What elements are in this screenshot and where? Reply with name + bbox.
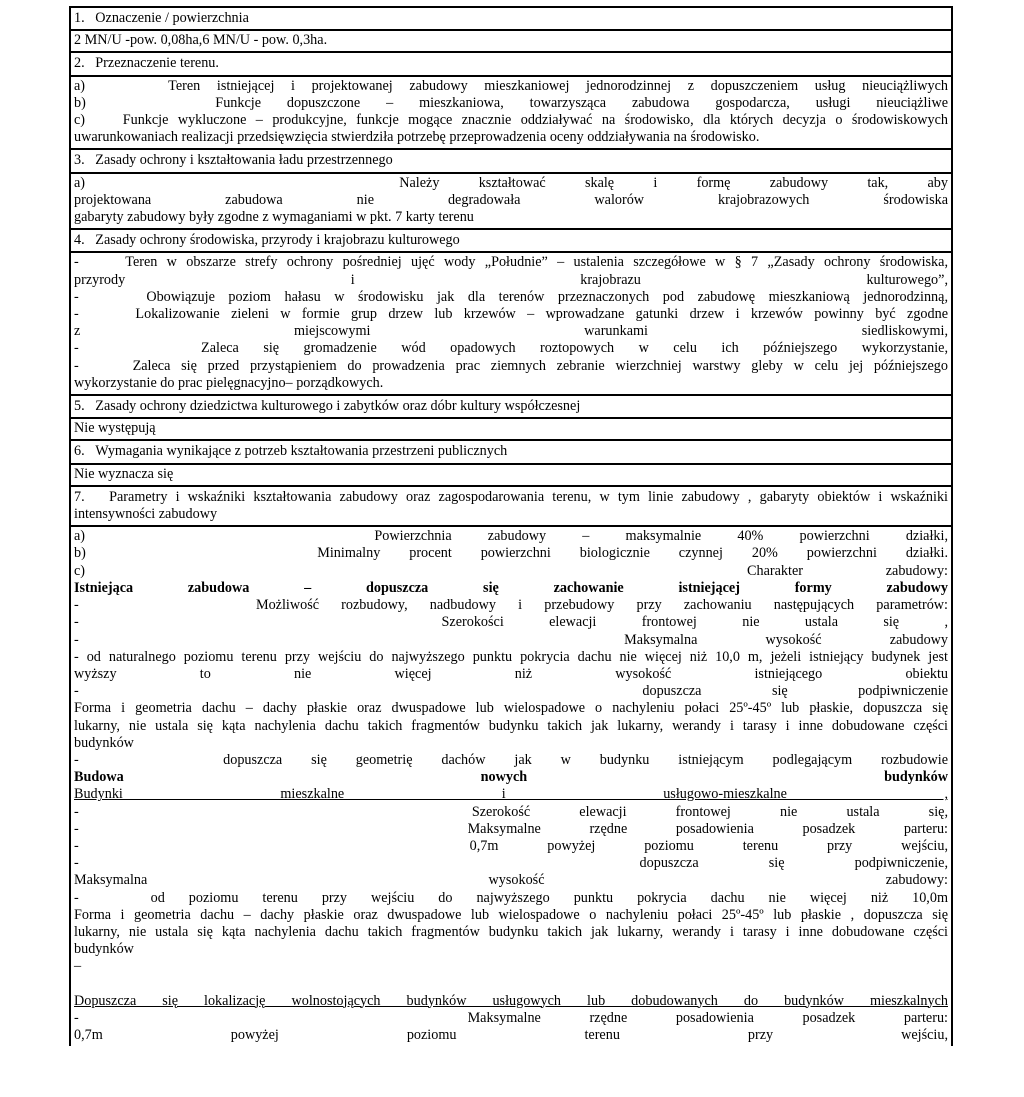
section-7-line: – [74,958,82,975]
section-4-line: z miejscowymi warunkami siedliskowymi, [74,323,948,340]
section-7-heading [71,487,951,527]
section-7-line: Budynki mieszkalne i usługowo-mieszkalne , [74,786,948,803]
section-7-line: 0,7m powyżej poziomu terenu przy wejściu, [74,1026,948,1043]
section-7-line: - Szerokość elewacji frontowej nie ustala się, [74,803,948,820]
section-4-line: przyrody i krajobrazu kulturowego”, [74,271,948,288]
document-table [69,6,953,1046]
section-3-line: projektowana zabudowa nie degradowała walorów krajobrazowych środowiska [74,191,948,208]
section-4-line: - Lokalizowanie zieleni w formie grup drzew lub krzewów – wprowadzane gatunki drzew i krzewów powinny być zgodne [74,306,948,323]
section-7-line: wyższy to nie więcej niż wysokość istniejącego obiektu [74,665,948,682]
section-7-line: b) Minimalny procent powierzchni biologicznie czynnej 20% powierzchni działki. [74,545,948,562]
section-7-line: - od naturalnego poziomu terenu przy wejściu do najwyższego punktu pokrycia dachu nie więcej niż 10,0 m, jeżeli istniejący budynek jest [74,648,948,665]
section-7-line: Dopuszcza się lokalizację wolnostojących budynków usługowych lub dobudowanych do budynków mieszkalnych [74,992,948,1009]
section-7-line: c) Charakter zabudowy: [74,562,948,579]
section-7-line: - Możliwość rozbudowy, nadbudowy i przebudowy przy zachowaniu następujących parametrów: [74,597,948,614]
section-7-line: - Maksymalne rzędne posadowienia posadzek parteru: [74,820,948,837]
section-6-body: Nie wyznacza się [71,465,951,487]
section-2-line: a) Teren istniejącej i projektowanej zabudowy mieszkaniowej jednorodzinnej z dopuszczeniem usług nieuciążliwych [74,77,948,94]
section-7-line: - 0,7m powyżej poziomu terenu przy wejściu, [74,837,948,854]
section-7-bold-new-buildings: Budowa nowych budynków [74,769,948,786]
section-7-line: Forma i geometria dachu – dachy płaskie oraz dwuspadowe lub wielospadowe o nachyleniu połaci 25º-45º lub płaskie , dopuszcza się [74,906,948,923]
section-7-body [71,527,951,1046]
section-2-line: uwarunkowaniach realizacji przedsięwzięcia stwierdziła potrzebę przeprowadzenia oceny oddziaływania na środowisko. [74,129,760,146]
section-4-line: wykorzystanie do prac pielęgnacyjno– porządkowych. [74,374,384,391]
section-7-line: - Maksymalna wysokość zabudowy [74,631,948,648]
section-1-heading: 1. Oznaczenie / powierzchnia [71,8,951,31]
section-5-heading: 5. Zasady ochrony dziedzictwa kulturowego i zabytków oraz dóbr kultury współczesnej [71,396,951,419]
section-2-body [71,77,951,151]
section-7-line: budynków [74,734,134,751]
section-1-body: 2 MN/U -pow. 0,08ha,6 MN/U - pow. 0,3ha. [71,31,951,53]
section-3-line: gabaryty zabudowy były zgodne z wymaganiami w pkt. 7 karty terenu [74,209,474,226]
section-7-line: - dopuszcza się podpiwniczenie, [74,855,948,872]
section-4-body [71,253,951,396]
section-4-line: - Zaleca się przed przystąpieniem do prowadzenia prac ziemnych zebranie wierzchniej warstwy gleby w celu jej późniejszego [74,357,948,374]
section-4-line: - Teren w obszarze strefy ochrony pośredniej ujęć wody „Południe” – ustalenia szczegółowe w § 7 „Zasady ochrony środowiska, [74,254,948,271]
section-7-line: budynków [74,941,134,958]
section-3-body [71,174,951,231]
section-2-heading: 2. Przeznaczenie terenu. [71,53,951,76]
section-4-line: - Zaleca się gromadzenie wód opadowych roztopowych w celu ich późniejszego wykorzystanie, [74,340,948,357]
section-4-line: - Obowiązuje poziom hałasu w środowisku jak dla terenów przeznaczonych pod zabudowę mieszkaniową jednorodzinną, [74,288,948,305]
section-2-line: b) Funkcje dopuszczone – mieszkaniowa, towarzysząca zabudowa gospodarcza, usługi nieuciążliwe [74,94,948,111]
section-7-line: - dopuszcza się podpiwniczenie [74,683,948,700]
section-7-heading-line: 7. Parametry i wskaźniki kształtowania zabudowy oraz zagospodarowania terenu, w tym linie zabudowy , gabaryty obiektów i wskaźniki [74,488,948,505]
section-7-bold-existing: Istniejąca zabudowa – dopuszcza się zachowanie istniejącej formy zabudowy [74,579,948,596]
section-7-line: - Maksymalne rzędne posadowienia posadzek parteru: [74,1009,948,1026]
section-2-line: c) Funkcje wykluczone – produkcyjne, funkcje mogące znacznie oddziaływać na środowisko, dla których decyzja o środowiskowych [74,112,948,129]
section-3-heading: 3. Zasady ochrony i kształtowania ładu przestrzennego [71,150,951,173]
section-4-heading: 4. Zasady ochrony środowiska, przyrody i krajobrazu kulturowego [71,230,951,253]
section-7-line: - dopuszcza się geometrię dachów jak w budynku istniejącym podlegającym rozbudowie [74,751,948,768]
section-7-line: a) Powierzchnia zabudowy – maksymalnie 40% powierzchni działki, [74,528,948,545]
section-7-line: Maksymalna wysokość zabudowy: [74,872,948,889]
section-7-line: lukarny, nie ustala się kąta nachylenia dachu takich fragmentów budynku takich jak lukarny, werandy i tarasy i inne dobudowane części [74,717,948,734]
section-3-line: a) Należy kształtować skalę i formę zabudowy tak, aby [74,174,948,191]
section-7-line: - Szerokości elewacji frontowej nie ustala się , [74,614,948,631]
section-7-line: Forma i geometria dachu – dachy płaskie oraz dwuspadowe lub wielospadowe o nachyleniu połaci 25º-45º lub płaskie, dopuszcza się [74,700,948,717]
section-7-line: - od poziomu terenu przy wejściu do najwyższego punktu pokrycia dachu nie więcej niż 10,0m [74,889,948,906]
section-7-spacer [74,976,948,993]
section-7-heading-line: intensywności zabudowy [74,506,218,523]
section-6-heading: 6. Wymagania wynikające z potrzeb kształtowania przestrzeni publicznych [71,441,951,464]
section-7-line [74,580,948,597]
section-7-line: lukarny, nie ustala się kąta nachylenia dachu takich fragmentów budynku takich jak lukarny, werandy i tarasy i inne dobudowane części [74,923,948,940]
section-5-body: Nie występują [71,419,951,441]
